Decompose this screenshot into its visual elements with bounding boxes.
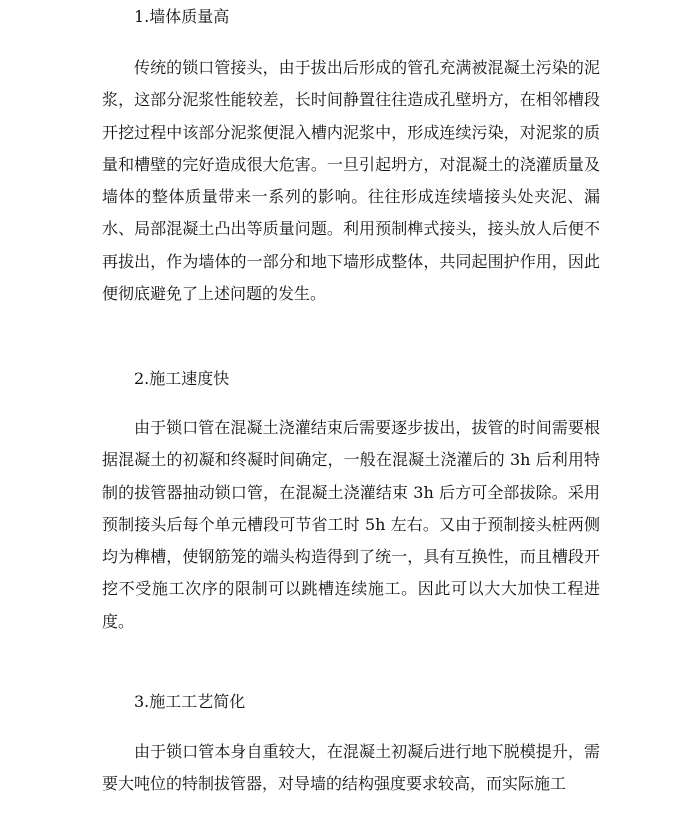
section-2-heading: 2.施工速度快 [134,369,230,388]
section-3-heading: 3.施工工艺简化 [134,692,246,711]
section-3-paragraph: 由于锁口管本身自重较大，在混凝土初凝后进行地下脱模提升，需要大吨位的特制拔管器，对导墙的结构强度要求较高，而实际施工 [102,742,600,794]
section-1-heading: 1.墙体质量高 [134,7,230,26]
section-2-paragraph: 由于锁口管在混凝土浇灌结束后需要逐步拔出，拔管的时间需要根据混凝土的初凝和终凝时间确定，一般在混凝土浇灌后的 3h 后利用特制的拔管器抽动锁口管，在混凝土浇灌结束 3h 后方可全部拔除。采用预制接头后每个单元槽段可节省工时 5h 左右。又由于预制接头桩两侧均为榫槽，使钢筋笼的端头构造得到了统一，具有互换性，而且槽段开挖不受施工次序的限制可以跳槽连续施工。因此可以大大加快工程进度。 [102,418,600,631]
section-1-paragraph: 传统的锁口管接头，由于拔出后形成的管孔充满被混凝土污染的泥浆，这部分泥浆性能较差，长时间静置往往造成孔壁坍方，在相邻槽段开挖过程中该部分泥浆便混入槽内泥浆中，形成连续污染，对泥浆的质量和槽壁的完好造成很大危害。一旦引起坍方，对混凝土的浇灌质量及墙体的整体质量带来一系列的影响。往往形成连续墙接头处夹泥、漏水、局部混凝土凸出等质量问题。利用预制榫式接头，接头放人后便不再拔出，作为墙体的一部分和地下墙形成整体，共同起围护作用，因此便彻底避免了上述问题的发生。 [102,58,600,304]
